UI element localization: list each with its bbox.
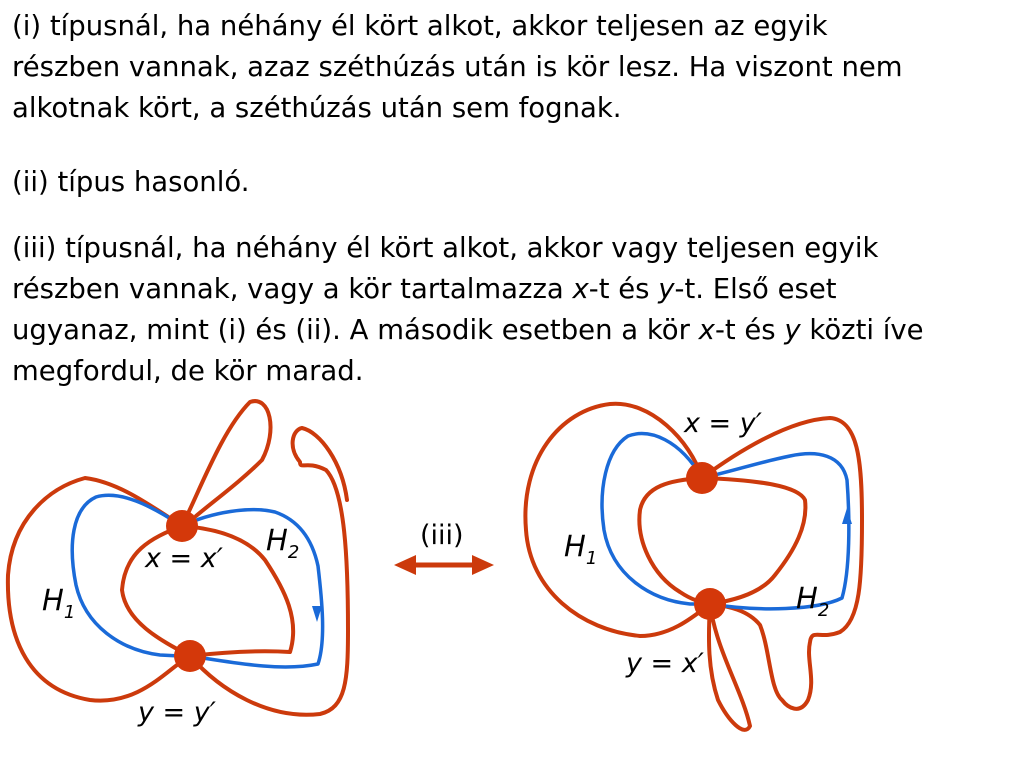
variable-x: x	[698, 314, 715, 346]
h-subscript: 1	[63, 602, 76, 623]
left-label-bottom: y = y′	[138, 697, 216, 728]
variable-y: y	[784, 314, 801, 346]
left-h1-label	[42, 583, 75, 623]
right-inner-curve	[639, 478, 805, 604]
h-letter: H	[266, 523, 288, 557]
variable-y: y	[658, 273, 675, 305]
paragraph-line: (iii) típusnál, ha néhány él kört alkot, akkor vagy teljesen egyik	[12, 232, 879, 264]
left-blue-curve	[72, 495, 322, 667]
left-blue-arrowhead	[312, 606, 322, 622]
paragraph-line: megfordul, de kör marad.	[12, 355, 364, 387]
text-run: -t és	[714, 314, 785, 346]
left-vertex-bottom	[174, 640, 206, 672]
left-h2-label	[266, 523, 299, 563]
left-vertex-top	[166, 510, 198, 542]
paragraph-line: részben vannak, azaz széthúzás után is kör lesz. Ha viszont nem	[12, 51, 903, 83]
right-h2-label	[796, 581, 829, 621]
h-letter: H	[42, 583, 64, 617]
paragraph-line: alkotnak kört, a széthúzás után sem fognak.	[12, 92, 622, 124]
paragraph-line: (i) típusnál, ha néhány él kört alkot, akkor teljesen az egyik	[12, 10, 828, 42]
right-label-top: x = y′	[684, 408, 762, 439]
arrow-label: (iii)	[420, 520, 464, 551]
center-arrow-group	[394, 520, 494, 575]
right-graph	[525, 404, 862, 730]
text-run: ugyanaz, mint (i) és (ii). A második esetben a kör	[12, 314, 699, 346]
right-label-bottom: y = x′	[626, 648, 704, 679]
right-vertex-top	[686, 462, 718, 494]
left-graph	[8, 401, 348, 728]
h-subscript: 2	[817, 600, 830, 621]
h-subscript: 2	[287, 542, 300, 563]
text-run: -t és	[588, 273, 659, 305]
double-arrow-left-head	[394, 555, 416, 575]
variable-x: x	[572, 273, 589, 305]
left-h1-outer-curve	[8, 478, 190, 701]
right-h1-outer-curve	[525, 404, 710, 636]
paragraph-line: (ii) típus hasonló.	[12, 166, 250, 198]
right-vertex-bottom	[694, 588, 726, 620]
text-run: részben vannak, vagy a kör tartalmazza	[12, 273, 573, 305]
left-label-top: x = x′	[145, 543, 223, 574]
text-run: közti íve	[800, 314, 924, 346]
h-subscript: 1	[585, 548, 598, 569]
h-letter: H	[564, 529, 586, 563]
right-blue-arrowhead	[842, 508, 852, 524]
text-run: -t. Első eset	[674, 273, 837, 305]
right-h1-label	[564, 529, 597, 569]
h-letter: H	[796, 581, 818, 615]
double-arrow-right-head	[472, 555, 494, 575]
